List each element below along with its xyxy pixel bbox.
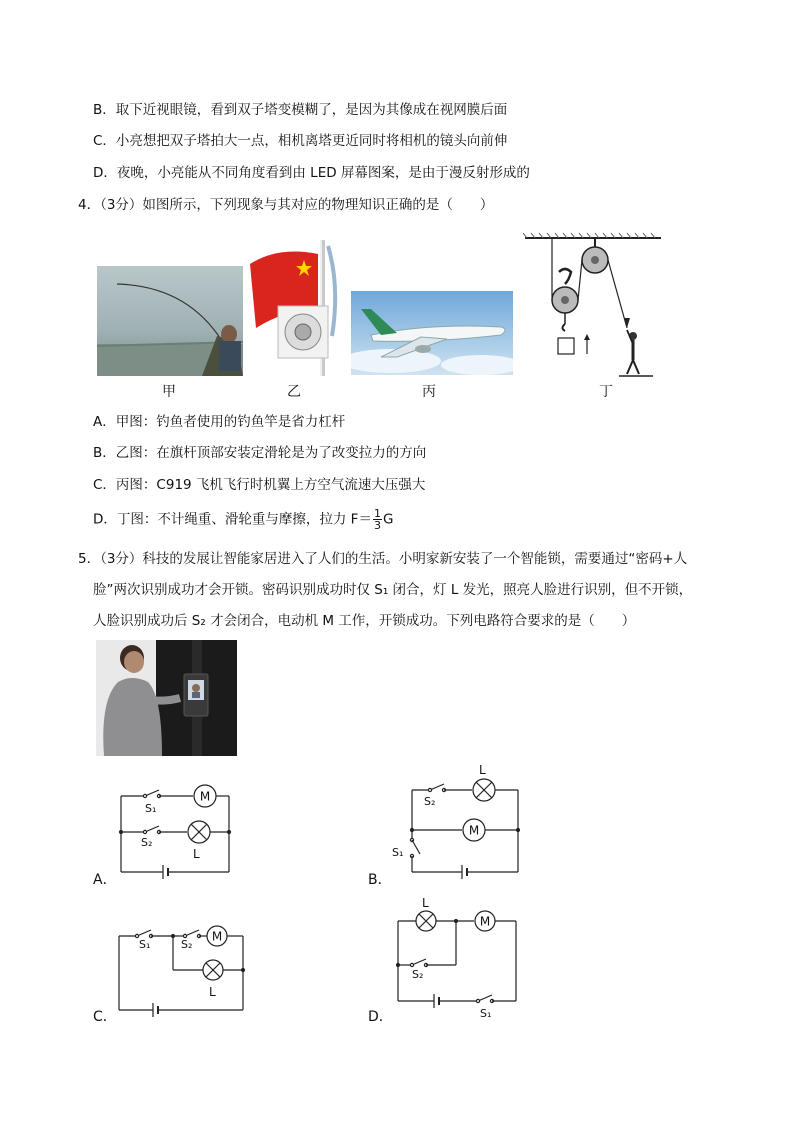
circuit-b-s1-label: S₁ (392, 846, 404, 859)
caption-yi: 乙 (287, 384, 301, 400)
circuit-b-motor-label: M (468, 823, 480, 838)
q3-option-d: D．夜晚，小亮能从不同角度看到由 LED 屏幕图案，是由于漫反射形成的 (93, 165, 530, 181)
caption-jia: 甲 (162, 384, 176, 400)
circuit-d-motor-label: M (479, 914, 491, 929)
q4-option-c: C．丙图：C919 飞机飞行时机翼上方空气流速大压强大 (93, 477, 426, 493)
fishing-photo (97, 266, 243, 376)
caption-ding: 丁 (599, 384, 613, 400)
q3-option-b: B．取下近视眼镜，看到双子塔变模糊了，是因为其像成在视网膜后面 (93, 102, 508, 118)
circuit-d-diagram (392, 895, 527, 1020)
circuit-a-motor-label: M (199, 789, 211, 804)
circuit-a-s2-label: S₂ (141, 836, 153, 849)
circuit-c-motor-label: M (211, 929, 223, 944)
circuit-d-lamp-label: L (422, 896, 429, 910)
circuit-a-lamp-label: L (193, 847, 200, 861)
q4-option-d-text: D．丁图：不计绳重、滑轮重与摩擦，拉力 F＝ (93, 511, 372, 528)
smart-lock-photo (96, 640, 237, 756)
q5-stem-line-3: 人脸识别成功后 S₂ 才会闭合，电动机 M 工作，开锁成功。下列电路符合要求的是（ ） (93, 613, 636, 629)
circuit-option-a-label: A． (93, 872, 117, 888)
pulley-system-diagram (523, 232, 663, 380)
fraction-numerator: 1 (373, 507, 381, 520)
q5-stem-line-2: 脸”两次识别成功才会开锁。密码识别成功时仅 S₁ 闭合，灯 L 发光，照亮人脸进行识别，但不开锁， (93, 582, 693, 598)
flag-pulley-photo (248, 236, 344, 376)
q4-stem: 4．（3分）如图所示，下列现象与其对应的物理知识正确的是（ ） (78, 197, 494, 213)
circuit-d-s2-label: S₂ (412, 968, 424, 981)
circuit-c-lamp-label: L (209, 985, 216, 999)
fraction-denominator: 3 (373, 519, 381, 532)
circuit-c-s1-label: S₁ (139, 938, 151, 951)
circuit-option-b-label: B． (368, 872, 392, 888)
circuit-c-s2-label: S₂ (181, 938, 193, 951)
q5-stem-line-1: 5．（3分）科技的发展让智能家居进入了人们的生活。小明家新安装了一个智能锁，需要通过“密码+人 (78, 551, 688, 567)
circuit-b-lamp-label: L (479, 763, 486, 777)
circuit-a-diagram (115, 782, 235, 882)
circuit-d-s1-label: S₁ (480, 1007, 492, 1020)
q3-option-c: C．小亮想把双子塔拍大一点，相机离塔更近同时将相机的镜头向前伸 (93, 133, 508, 149)
circuit-option-c-label: C． (93, 1009, 117, 1025)
airplane-photo (351, 291, 513, 375)
caption-bing: 丙 (422, 384, 436, 400)
fraction-one-third (373, 508, 382, 531)
circuit-c-diagram (115, 918, 250, 1018)
q4-option-b: B．乙图：在旗杆顶部安装定滑轮是为了改变拉力的方向 (93, 445, 427, 461)
circuit-b-s2-label: S₂ (424, 795, 436, 808)
q4-option-d-g: G (382, 511, 394, 528)
q4-option-a: A．甲图：钓鱼者使用的钓鱼竿是省力杠杆 (93, 414, 346, 430)
circuit-option-d-label: D． (368, 1009, 393, 1025)
circuit-a-s1-label: S₁ (145, 802, 157, 815)
circuit-b-diagram (390, 760, 530, 884)
q4-option-d (93, 508, 393, 531)
